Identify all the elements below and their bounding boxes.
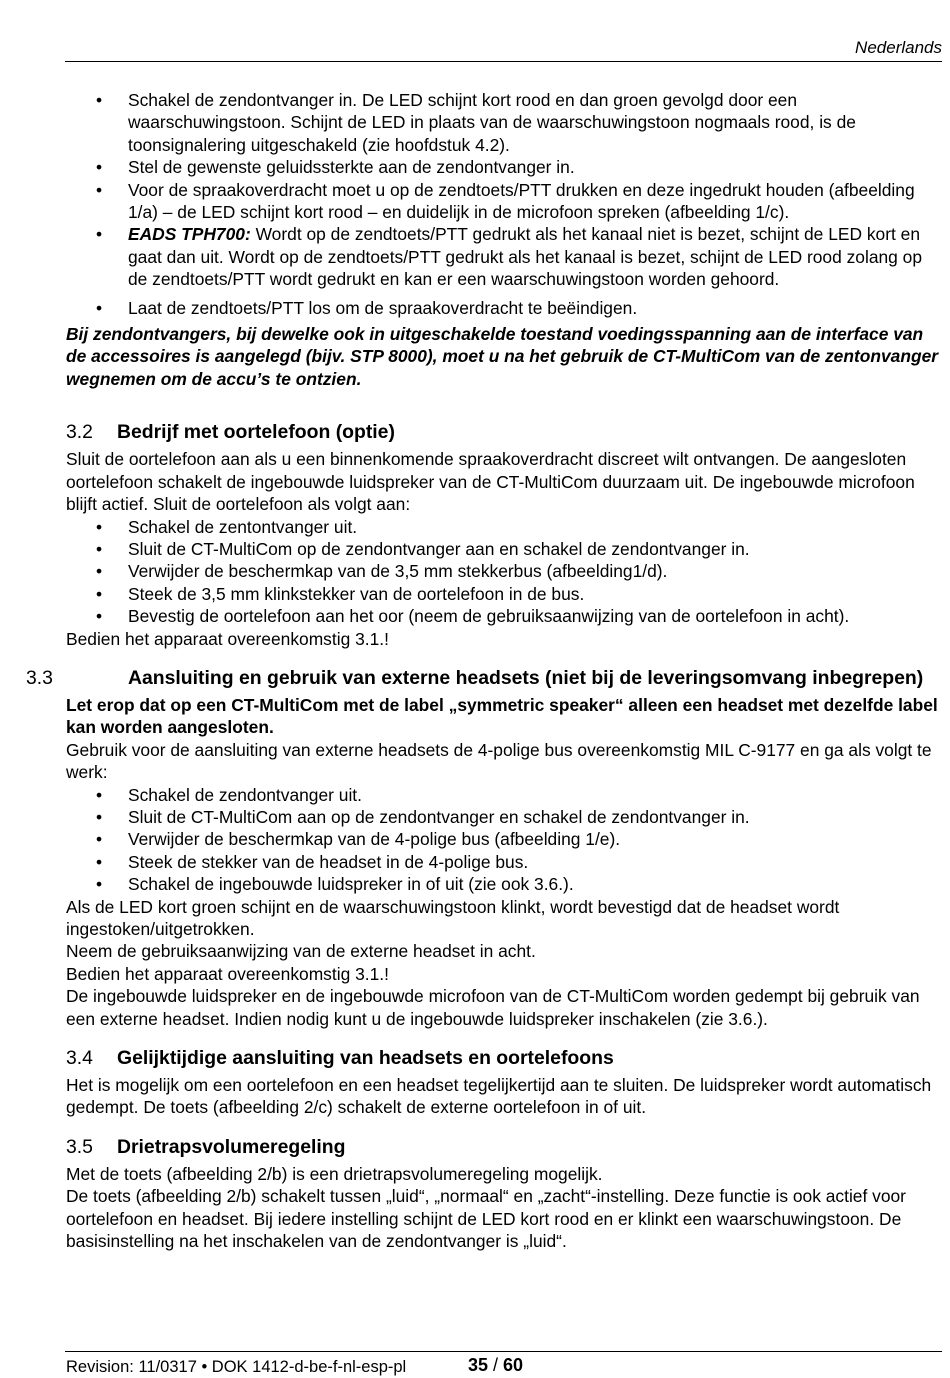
list-item: • Schakel de zentontvanger uit.: [96, 516, 358, 537]
bullet-icon: •: [96, 606, 103, 627]
list-item: • Sluit de CT-MultiCom op de zendontvanger aan en schakel de zendontvanger in.: [96, 538, 750, 559]
section-heading-3-2: 3.2 Bedrijf met oortelefoon (optie): [66, 421, 395, 444]
section-3-3-warning: Let erop dat op een CT-MultiCom met de label „symmetric speaker“ alleen een headset met dezelfde label kan worden aangesloten.: [66, 694, 938, 738]
bullet-icon: •: [96, 224, 103, 245]
bullet-icon: •: [96, 784, 103, 805]
section-heading-3-3: 3.3 Aansluiting en gebruik van externe headsets (niet bij de leveringsomvang inbegrepen): [26, 666, 924, 689]
section-3-3-intro: Gebruik voor de aansluiting van externe headsets de 4-polige bus overeenkomstig MIL C-9177 en ga als volgt te werk:: [66, 739, 932, 783]
list-item: • Steek de 3,5 mm klinkstekker van de oortelefoon in de bus.: [96, 583, 585, 604]
bullet-icon: •: [96, 90, 103, 110]
section-3-2-intro: Sluit de oortelefoon aan als u een binnenkomende spraakoverdracht discreet wilt ontvangen. De aangesloten oortelefoon schakelt de ingebouwde luidspreker van de CT-MultiCom duurzaam uit. De ingebouwde microfoon blijft actief. Sluit de oortelefoon als volgt aan:: [66, 449, 915, 515]
list-item: • EADS TPH700: Wordt op de zendtoets/PTT gedrukt als het kanaal niet is bezet, schijnt de LED kort en gaat dan uit. Wordt op de zendtoets/PTT gedrukt als het kanaal is bezet, schijnt de LED rood zolang op de zendtoets/PTT wordt gedrukt en kan er een waarschuwingstoon worden gehoord.: [96, 224, 923, 290]
list-item: • Steek de stekker van de headset in de 4-polige bus.: [96, 851, 529, 872]
bullet-icon: •: [96, 538, 103, 559]
bullet-icon: •: [96, 874, 103, 895]
header-language: Nederlands: [855, 38, 942, 57]
section-heading-3-4: 3.4 Gelijktijdige aansluiting van headsets en oortelefoons: [66, 1047, 614, 1070]
bullet-icon: •: [96, 583, 103, 604]
page-footer: [66, 1355, 524, 1378]
list-item: • Laat de zendtoets/PTT los om de spraakoverdracht te beëindigen.: [96, 297, 638, 318]
section-3-3-paragraph: Bedien het apparaat overeenkomstig 3.1.!: [66, 963, 389, 984]
bullet-icon: •: [96, 806, 103, 827]
intro-note: Bij zendontvangers, bij dewelke ook in uitgeschakelde toestand voedingsspanning aan de interface van de accessoires is aangelegd (bijv. STP 8000), moet u na het gebruik de CT-MultiCom van de zentonvanger wegnemen om de accu’s te ontzien.: [66, 324, 939, 389]
revision-info: Revision: 11/0317 • DOK 1412-d-be-f-nl-esp-pl: [66, 1358, 407, 1376]
list-item: • Stel de gewenste geluidssterkte aan de zendontvanger in.: [96, 157, 575, 178]
list-item: • Bevestig de oortelefoon aan het oor (neem de gebruiksaanwijzing van de oortelefoon in acht).: [96, 606, 850, 627]
bullet-icon: •: [96, 179, 103, 200]
header-divider: [65, 61, 942, 62]
section-3-4-paragraph: Het is mogelijk om een oortelefoon en een headset tegelijkertijd aan te sluiten. De luidspreker wordt automatisch gedempt. De toets (afbeelding 2/c) schakelt de externe oortelefoon in of uit.: [66, 1075, 932, 1118]
list-item: • Voor de spraakoverdracht moet u op de zendtoets/PTT drukken en deze ingedrukt houden (afbeelding 1/a) – de LED schijnt kort rood – en duidelijk in de microfoon spreken (afbeelding 1/c).: [96, 179, 915, 223]
list-item: • Sluit de CT-MultiCom aan op de zendontvanger en schakel de zendontvanger in.: [96, 806, 750, 827]
page-content: [26, 89, 942, 1252]
section-3-3-paragraph: Neem de gebruiksaanwijzing van de externe headset in acht.: [66, 941, 536, 962]
bullet-icon: •: [96, 157, 103, 178]
list-item: • Verwijder de beschermkap van de 3,5 mm stekkerbus (afbeelding1/d).: [96, 561, 668, 582]
page-number: 35 / 60: [468, 1355, 524, 1375]
bullet-icon: •: [96, 851, 103, 872]
section-3-3-paragraph: Als de LED kort groen schijnt en de waarschuwingstoon klinkt, wordt bevestigd dat de headset wordt ingestoken/uitgetrokken.: [66, 896, 840, 939]
section-3-5-paragraph: Met de toets (afbeelding 2/b) is een drietrapsvolumeregeling mogelijk.: [66, 1163, 603, 1184]
section-3-3-paragraph: De ingebouwde luidspreker en de ingebouwde microfoon van de CT-MultiCom worden gedempt bij gebruik van een externe headset. Indien nodig kunt u de ingebouwde luidspreker inschakelen (zie 3.6.).: [66, 986, 920, 1029]
section-3-2-outro: Bedien het apparaat overeenkomstig 3.1.!: [66, 628, 389, 649]
footer-divider: [65, 1351, 942, 1352]
section-3-5-paragraph: De toets (afbeelding 2/b) schakelt tussen „luid“, „normaal“ en „zacht“-instelling. Deze functie is ook actief voor oortelefoon en headset. Bij iedere instelling schijnt de LED kort rood en er klinkt een waarschuwingstoon. De basisinstelling na het inschakelen van de zendontvanger is „luid“.: [66, 1186, 906, 1252]
section-3-3-bullets: [66, 784, 942, 896]
list-item: • Schakel de zendontvanger in. De LED schijnt kort rood en dan groen gevolgd door een waarschuwingstoon. Schijnt de LED in plaats van de waarschuwingstoon nogmaals rood, is de toonsignalering uitgeschakeld (zie hoofdstuk 4.2).: [96, 90, 856, 155]
list-item: • Schakel de zendontvanger uit.: [96, 784, 362, 805]
list-item: • Schakel de ingebouwde luidspreker in of uit (zie ook 3.6.).: [96, 874, 574, 895]
device-name: EADS TPH700:: [128, 224, 251, 245]
bullet-icon: •: [96, 516, 103, 537]
bullet-icon: •: [96, 561, 103, 582]
intro-bullet-list: [66, 89, 942, 319]
list-item: • Verwijder de beschermkap van de 4-polige bus (afbeelding 1/e).: [96, 829, 621, 850]
section-3-2-bullets: [66, 516, 942, 628]
bullet-icon: •: [96, 829, 103, 850]
section-heading-3-5: 3.5 Drietrapsvolumeregeling: [66, 1135, 346, 1158]
bullet-icon: •: [96, 297, 103, 318]
